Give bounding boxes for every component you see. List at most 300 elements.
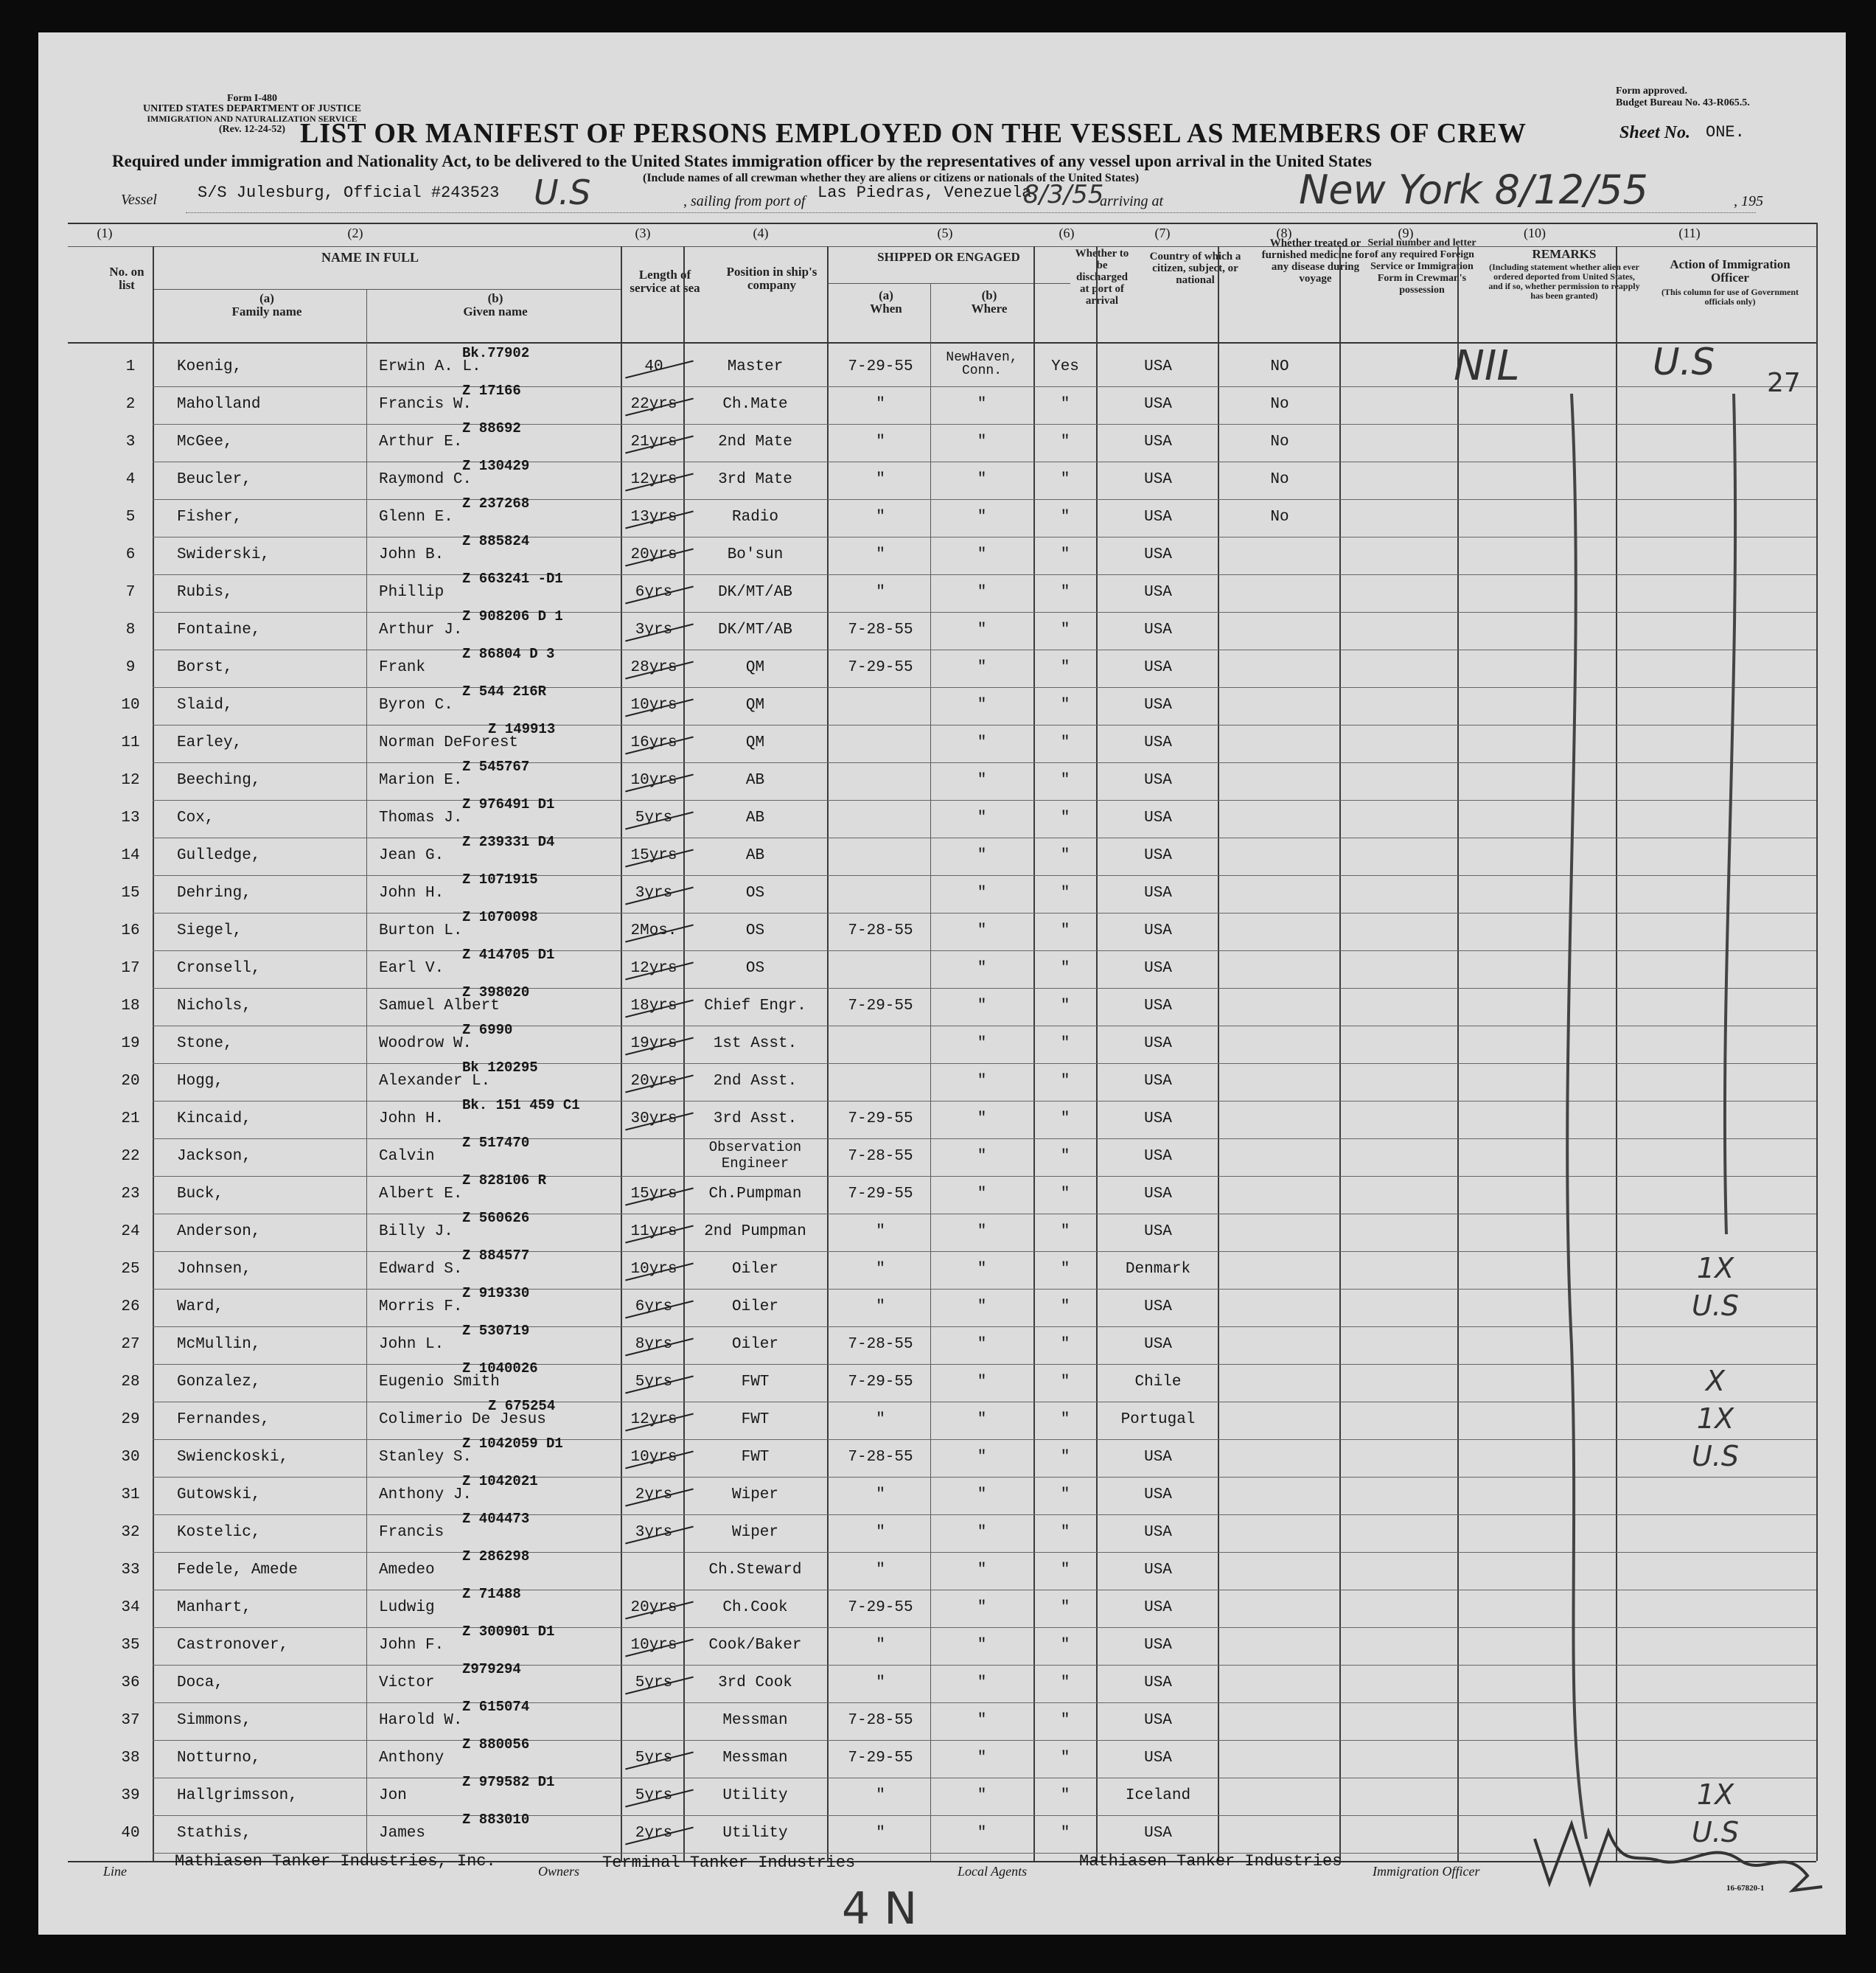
row-number: 12 (121, 772, 140, 789)
shipped-when: " (876, 396, 885, 413)
family-name: Simmons, (177, 1712, 251, 1729)
discharge: " (1060, 1110, 1070, 1127)
shipped-where: " (977, 847, 987, 864)
header-remarks-note: (Including statement whether alien ever ordered deported from United States, and if so, whether permission to reapply has been granted) (1488, 262, 1640, 301)
family-name: Fedele, Amede (177, 1562, 298, 1579)
given-name: Victor (379, 1674, 435, 1691)
shipped-when: " (876, 1787, 885, 1804)
sailing-date-handwritten: 8/3/55 (1023, 180, 1104, 209)
year-label: , 195 (1734, 193, 1763, 209)
given-name: Francis (379, 1524, 444, 1541)
shipped-where: " (977, 1787, 987, 1804)
family-name: Swiderski, (177, 546, 271, 563)
position: QM (745, 734, 765, 751)
sheet-number: ONE. (1706, 123, 1745, 142)
family-name: Manhart, (177, 1599, 251, 1616)
discharge: " (1060, 847, 1070, 864)
given-name: Glenn E. (379, 509, 453, 526)
length-of-service: 15yrs (630, 1186, 677, 1203)
shipped-where: " (977, 1524, 987, 1541)
position: Ch.Cook (722, 1599, 788, 1616)
given-name: Calvin (379, 1148, 435, 1165)
shipped-when: 7-29-55 (848, 1750, 913, 1767)
seaman-document-number: Z 300901 D1 (462, 1624, 555, 1640)
length-of-service: 11yrs (630, 1223, 677, 1240)
family-name: Doca, (177, 1674, 224, 1691)
position: Oiler (731, 1298, 778, 1315)
header-when: When (870, 302, 902, 316)
row-number: 39 (121, 1787, 140, 1804)
given-name: Ludwig (379, 1599, 435, 1616)
row-number: 6 (125, 546, 136, 563)
length-of-service: 12yrs (630, 960, 677, 977)
family-name: Stathis, (177, 1825, 251, 1842)
given-name: John B. (379, 546, 444, 563)
seaman-document-number: Z 130429 (462, 458, 530, 474)
discharge: " (1060, 772, 1070, 789)
seaman-document-number: Z 1071915 (462, 871, 538, 888)
row-number: 22 (121, 1148, 140, 1165)
seaman-document-number: Z 828106 R (462, 1172, 547, 1189)
shipped-where: " (977, 396, 987, 413)
row-number: 11 (121, 734, 140, 751)
include-note: (Include names of all crewman whether they are aliens or citizens or nationals of the United States) (643, 172, 1140, 184)
col-num-4: (4) (753, 226, 769, 240)
header-where: Where (971, 302, 1008, 316)
header-5a: (a) (879, 288, 893, 302)
row-number: 35 (121, 1637, 140, 1654)
length-of-service: 2Mos. (630, 922, 677, 939)
header-2b: (b) (487, 291, 503, 305)
agents-label: Local Agents (958, 1864, 1028, 1879)
given-name: Norman DeForest (379, 734, 519, 751)
length-of-service: 5yrs (635, 810, 673, 827)
country: USA (1144, 1110, 1172, 1127)
vessel-name: S/S Julesburg, Official #243523 (198, 184, 500, 202)
header-discharged: Whether to be discharged at port of arrival (1075, 248, 1129, 307)
form-revision: (Rev. 12-24-52) (218, 124, 286, 135)
discharge: " (1060, 546, 1070, 563)
given-name: Francis W. (379, 396, 473, 413)
position: Oiler (731, 1336, 778, 1353)
col-num-10: (10) (1524, 226, 1546, 240)
col-num-2: (2) (347, 226, 363, 240)
header-position: Position in ship's company (726, 265, 817, 292)
given-name: Billy J. (379, 1223, 453, 1240)
row-number: 5 (125, 509, 136, 526)
country: USA (1144, 358, 1172, 375)
col-num-7: (7) (1154, 226, 1171, 240)
country: USA (1144, 1562, 1172, 1579)
position: Messman (722, 1712, 788, 1729)
discharge: " (1060, 1035, 1070, 1052)
discharge: " (1060, 810, 1070, 827)
country: USA (1144, 810, 1172, 827)
discharge: " (1060, 622, 1070, 638)
country: USA (1144, 1825, 1172, 1842)
row-number: 32 (121, 1524, 140, 1541)
given-name: Samuel Albert (379, 998, 500, 1015)
vessel-label: Vessel (121, 192, 157, 208)
country: Iceland (1125, 1787, 1191, 1804)
shipped-where: " (977, 659, 987, 676)
family-name: Swienckoski, (177, 1449, 289, 1466)
family-name: Beeching, (177, 772, 261, 789)
line-label: Line (103, 1864, 128, 1879)
header-5b: (b) (981, 288, 997, 302)
length-of-service: 20yrs (630, 546, 677, 563)
position: Cook/Baker (708, 1637, 802, 1654)
country: USA (1144, 922, 1172, 939)
shipped-when: " (876, 1261, 885, 1278)
seaman-document-number: Z 663241 -D1 (462, 571, 563, 587)
header-action: Action of Immigration Officer (1670, 257, 1790, 285)
country: USA (1144, 1336, 1172, 1353)
crew-manifest-sheet (38, 32, 1846, 1935)
family-name: Maholland (177, 396, 261, 413)
row-number: 18 (121, 998, 140, 1015)
family-name: Earley, (177, 734, 243, 751)
seaman-document-number: Z 1040026 (462, 1360, 538, 1377)
position: Ch.Steward (708, 1562, 802, 1579)
discharge: " (1060, 697, 1070, 714)
shipped-where: " (977, 1298, 987, 1315)
shipped-where: " (977, 998, 987, 1015)
length-of-service: 6yrs (635, 1298, 673, 1315)
sheet-label: Sheet No. (1619, 123, 1690, 142)
row-number: 31 (121, 1486, 140, 1503)
position: Wiper (731, 1486, 778, 1503)
header-medicine: Whether treated or furnished medicine for any disease during voyage (1261, 237, 1370, 285)
given-name: Alexander L. (379, 1073, 491, 1090)
header-given-name: Given name (463, 305, 528, 319)
seaman-document-number: Z 884577 (462, 1248, 530, 1264)
position: OS (745, 922, 765, 939)
row-number: 3 (125, 434, 136, 450)
given-name: Raymond C. (379, 471, 473, 488)
given-name: Colimerio De Jesus (379, 1411, 546, 1428)
country: USA (1144, 1073, 1172, 1090)
length-of-service: 20yrs (630, 1073, 677, 1090)
discharge: " (1060, 1599, 1070, 1616)
length-of-service: 15yrs (630, 847, 677, 864)
shipped-where: " (977, 622, 987, 638)
discharge: " (1060, 1712, 1070, 1729)
length-of-service: 5yrs (635, 1787, 673, 1804)
row-number: 7 (125, 584, 136, 601)
seaman-document-number: Z 880056 (462, 1736, 530, 1753)
header-remarks: REMARKS (1532, 247, 1597, 261)
row-number: 26 (121, 1298, 140, 1315)
discharge: " (1060, 1562, 1070, 1579)
row-number: 34 (121, 1599, 140, 1616)
discharge: " (1060, 1637, 1070, 1654)
header-shipped-engaged: SHIPPED OR ENGAGED (877, 250, 1020, 264)
country: USA (1144, 546, 1172, 563)
position: Master (727, 358, 784, 375)
seaman-document-number: Z 675254 (488, 1398, 556, 1414)
seaman-document-number: Z 88692 (462, 420, 521, 436)
position: AB (745, 847, 765, 864)
seaman-document-number: Bk.77902 (462, 345, 530, 361)
family-name: Notturno, (177, 1750, 261, 1767)
country: USA (1144, 1298, 1172, 1315)
country: USA (1144, 1223, 1172, 1240)
seaman-document-number: Z 560626 (462, 1210, 530, 1226)
seaman-document-number: Z 1070098 (462, 909, 538, 925)
length-of-service: 3yrs (635, 1524, 673, 1541)
discharge: " (1060, 584, 1070, 601)
position: 3rd Cook (718, 1674, 792, 1691)
length-of-service: 5yrs (635, 1374, 673, 1391)
shipped-where: " (977, 1562, 987, 1579)
length-of-service: 21yrs (630, 434, 677, 450)
seaman-document-number: Z 398020 (462, 984, 530, 1001)
given-name: Morris F. (379, 1298, 463, 1315)
seaman-document-number: Z 6990 (462, 1022, 513, 1038)
discharge: " (1060, 960, 1070, 977)
country: USA (1144, 772, 1172, 789)
given-name: Marion E. (379, 772, 463, 789)
family-name: Fontaine, (177, 622, 261, 638)
length-of-service: 10yrs (630, 1261, 677, 1278)
vessel-flag-handwritten: U.S (534, 173, 591, 212)
position: 1st Asst. (713, 1035, 798, 1052)
shipped-when: " (876, 1674, 885, 1691)
length-of-service: 22yrs (630, 396, 677, 413)
table-row (38, 345, 1846, 386)
family-name: Cronsell, (177, 960, 261, 977)
length-of-service: 30yrs (630, 1110, 677, 1127)
discharge: " (1060, 1449, 1070, 1466)
discharge: " (1060, 998, 1070, 1015)
shipped-where: " (977, 1486, 987, 1503)
header-country: Country of which a citizen, subject, or national (1149, 251, 1241, 286)
position: Ch.Mate (722, 396, 788, 413)
given-name: Arthur E. (379, 434, 463, 450)
family-name: Beucler, (177, 471, 251, 488)
col-num-5: (5) (937, 226, 953, 240)
sailing-port: Las Piedras, Venezuela (817, 184, 1032, 202)
shipped-where: " (977, 1411, 987, 1428)
remarks-nil-handwritten: NIL (1454, 342, 1520, 390)
action: U.S (1691, 1816, 1739, 1848)
discharge: " (1060, 659, 1070, 676)
discharge: " (1060, 1750, 1070, 1767)
given-name: John H. (379, 1110, 444, 1127)
position: AB (745, 810, 765, 827)
position: DK/MT/AB (718, 622, 792, 638)
country: USA (1144, 1449, 1172, 1466)
header-no-on-list: No. on list (109, 265, 144, 292)
family-name: Dehring, (177, 885, 251, 902)
shipped-when: 7-29-55 (848, 1186, 913, 1203)
family-name: Nichols, (177, 998, 251, 1015)
seaman-document-number: Z 17166 (462, 383, 521, 399)
discharge: " (1060, 434, 1070, 450)
discharge: " (1060, 1374, 1070, 1391)
country: USA (1144, 659, 1172, 676)
row-number: 37 (121, 1712, 140, 1729)
shipped-when: 7-28-55 (848, 1148, 913, 1165)
arriving-port-handwritten: New York 8/12/55 (1299, 167, 1648, 213)
line-value: Mathiasen Tanker Industries, Inc. (175, 1852, 496, 1871)
family-name: Gulledge, (177, 847, 261, 864)
agents-value: Mathiasen Tanker Industries (1079, 1852, 1342, 1871)
position: FWT (741, 1374, 770, 1391)
header-serial-number: Serial number and letter of any required Foreign Service or Immigration Form in Crewman's possession (1367, 237, 1476, 296)
length-of-service: 2yrs (635, 1825, 673, 1842)
form-service: IMMIGRATION AND NATURALIZATION SERVICE (147, 114, 358, 124)
shipped-where: " (977, 1599, 987, 1616)
action: 1X (1696, 1402, 1734, 1435)
discharge: " (1060, 1825, 1070, 1842)
owners-label: Owners (538, 1864, 580, 1879)
discharge: " (1060, 1073, 1070, 1090)
shipped-where: " (977, 1148, 987, 1165)
country: USA (1144, 960, 1172, 977)
family-name: Koenig, (177, 358, 243, 375)
country: USA (1144, 1599, 1172, 1616)
position: Oiler (731, 1261, 778, 1278)
footer-code: 16-67820-1 (1726, 1884, 1765, 1893)
shipped-where: " (977, 1110, 987, 1127)
discharge: " (1060, 471, 1070, 488)
discharge: " (1060, 1486, 1070, 1503)
row-number: 15 (121, 885, 140, 902)
medicine: No (1270, 396, 1289, 413)
row-number: 17 (121, 960, 140, 977)
arriving-label: arriving at (1100, 193, 1164, 209)
country: USA (1144, 734, 1172, 751)
row-number: 36 (121, 1674, 140, 1691)
shipped-where: " (977, 1035, 987, 1052)
shipped-when: " (876, 434, 885, 450)
length-of-service: 18yrs (630, 998, 677, 1015)
row-number: 20 (121, 1073, 140, 1090)
shipped-where: " (977, 1825, 987, 1842)
length-of-service: 8yrs (635, 1336, 673, 1353)
shipped-where: " (977, 1073, 987, 1090)
country: USA (1144, 1637, 1172, 1654)
seaman-document-number: Z979294 (462, 1661, 521, 1677)
shipped-where: " (977, 1449, 987, 1466)
given-name: Albert E. (379, 1186, 463, 1203)
row-number: 38 (121, 1750, 140, 1767)
seaman-document-number: Bk. 151 459 C1 (462, 1097, 580, 1113)
col-num-1: (1) (97, 226, 113, 240)
seaman-document-number: Z 404473 (462, 1511, 530, 1527)
position: Bo'sun (727, 546, 784, 563)
country: USA (1144, 998, 1172, 1015)
owners-value: Terminal Tanker Industries (602, 1854, 856, 1872)
header-name-in-full: NAME IN FULL (321, 250, 419, 265)
country: USA (1144, 1186, 1172, 1203)
row-number: 25 (121, 1261, 140, 1278)
officer-label: Immigration Officer (1373, 1864, 1480, 1879)
length-of-service: 3yrs (635, 885, 673, 902)
seaman-document-number: Z 86804 D 3 (462, 646, 555, 662)
bottom-note-handwritten: 4 N (842, 1883, 918, 1935)
discharge: " (1060, 1787, 1070, 1804)
position: OS (745, 960, 765, 977)
position: Ch.Pumpman (708, 1186, 802, 1203)
seaman-document-number: Bk 120295 (462, 1059, 538, 1076)
length-of-service: 40 (644, 358, 663, 375)
country: USA (1144, 434, 1172, 450)
action: 1X (1696, 1252, 1734, 1284)
seaman-document-number: Z 286298 (462, 1548, 530, 1565)
country: USA (1144, 1712, 1172, 1729)
shipped-where: " (977, 1712, 987, 1729)
position: 2nd Asst. (713, 1073, 798, 1090)
position: 2nd Pumpman (704, 1223, 806, 1240)
action: U.S (1691, 1290, 1739, 1322)
row-number: 2 (125, 396, 136, 413)
shipped-where: " (977, 1637, 987, 1654)
col-num-11: (11) (1678, 226, 1701, 240)
seaman-document-number: Z 615074 (462, 1699, 530, 1715)
officer-signature (1520, 1809, 1830, 1898)
country: Chile (1134, 1374, 1182, 1391)
country: USA (1144, 697, 1172, 714)
given-name: Jon (379, 1787, 407, 1804)
length-of-service: 5yrs (635, 1674, 673, 1691)
shipped-where: " (977, 509, 987, 526)
shipped-when: " (876, 1411, 885, 1428)
given-name: Amedeo (379, 1562, 435, 1579)
position: OS (745, 885, 765, 902)
given-name: Phillip (379, 584, 444, 601)
discharge: " (1060, 396, 1070, 413)
given-name: Harold W. (379, 1712, 463, 1729)
length-of-service: 2yrs (635, 1486, 673, 1503)
position: FWT (741, 1449, 770, 1466)
given-name: John H. (379, 885, 444, 902)
given-name: Thomas J. (379, 810, 463, 827)
header-2a: (a) (259, 291, 274, 305)
medicine: No (1270, 471, 1289, 488)
country: USA (1144, 1674, 1172, 1691)
action: 1X (1696, 1778, 1734, 1811)
given-name: Edward S. (379, 1261, 463, 1278)
family-name: Siegel, (177, 922, 243, 939)
position: 3rd Asst. (713, 1110, 798, 1127)
shipped-when: 7-29-55 (848, 659, 913, 676)
action-us-handwritten: U.S (1653, 341, 1715, 383)
given-name: Byron C. (379, 697, 453, 714)
seaman-document-number: Z 149913 (488, 721, 556, 737)
length-of-service: 13yrs (630, 509, 677, 526)
shipped-when: " (876, 1524, 885, 1541)
family-name: Hallgrimsson, (177, 1787, 298, 1804)
header-family-name: Family name (231, 305, 302, 319)
country: USA (1144, 584, 1172, 601)
position: 3rd Mate (718, 471, 792, 488)
given-name: John F. (379, 1637, 444, 1654)
seaman-document-number: Z 530719 (462, 1323, 530, 1339)
position: QM (745, 659, 765, 676)
shipped-where: " (977, 1336, 987, 1353)
position: Radio (731, 509, 778, 526)
discharge: " (1060, 1148, 1070, 1165)
shipped-when: " (876, 1637, 885, 1654)
length-of-service: 6yrs (635, 584, 673, 601)
row-number: 10 (121, 697, 140, 714)
row-number: 1 (125, 358, 136, 375)
col-num-8: (8) (1276, 226, 1292, 240)
row-number: 40 (121, 1825, 140, 1842)
